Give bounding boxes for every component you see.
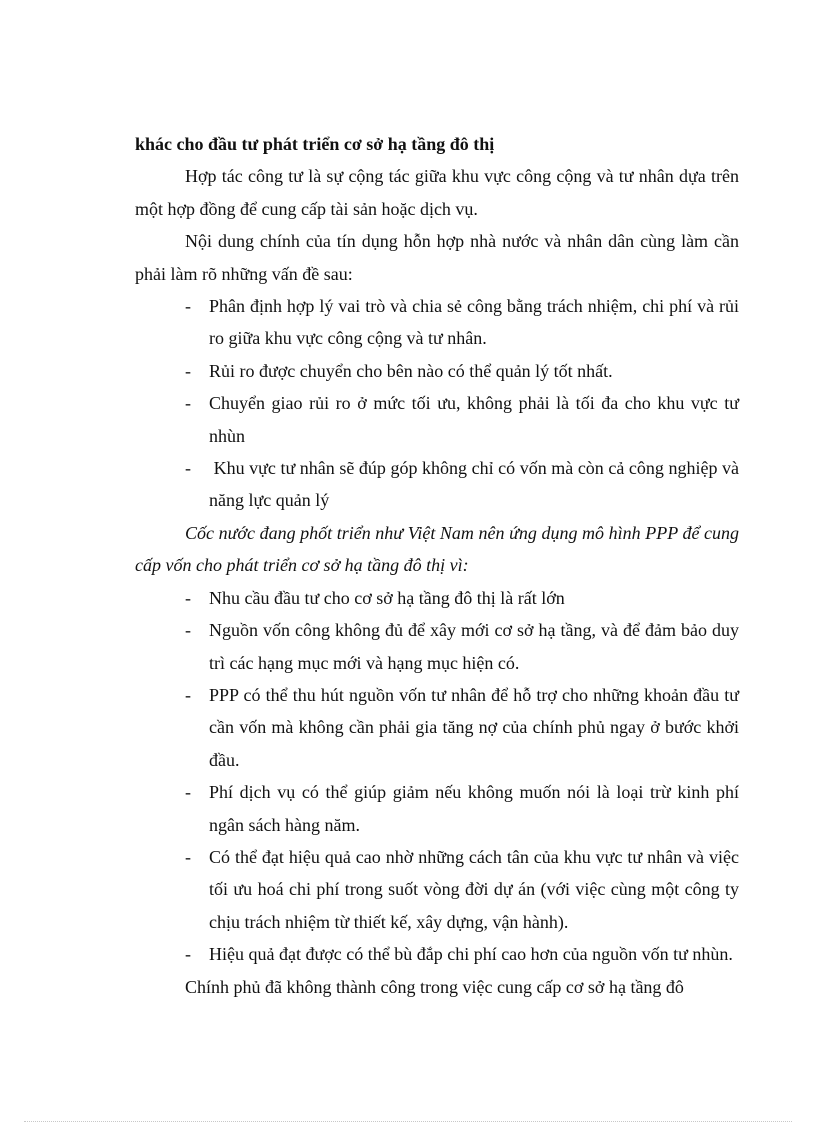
paragraph-government: Chính phủ đã không thành công trong việc cung cấp cơ sở hạ tầng đô (185, 976, 684, 997)
paragraph-reasons-intro: Cốc nước đang phốt triển như Việt Nam nên ứng dụng mô hình PPP để cung cấp vốn cho phát triển cơ sở hạ tầng đô thị vì: (135, 522, 739, 576)
bullet-dash: - (185, 393, 191, 414)
list-item-text: Hiệu quả đạt được có thể bù đắp chi phí cao hơn của nguồn vốn tư nhùn. (209, 944, 733, 965)
bullet-dash: - (185, 846, 191, 867)
paragraph-ppp-definition: Hợp tác công tư là sự cộng tác giữa khu vực công cộng và tư nhân dựa trên một hợp đồng để cung cấp tài sản hoặc dịch vụ. (135, 166, 739, 219)
paragraph-main-content: Nội dung chính của tín dụng hỗn hợp nhà nước và nhân dân cùng làm cần phải làm rõ những vấn đề sau: (135, 231, 739, 284)
list-item-text: Phí dịch vụ có thể giúp giảm nếu không muốn nói là loại trừ kinh phí ngân sách hàng năm. (209, 782, 739, 835)
list-item-text: Nguồn vốn công không đủ để xây mới cơ sở hạ tầng, và để đảm bảo duy trì các hạng mục mới và hạng mục hiện có. (209, 620, 739, 673)
list-item (135, 355, 739, 387)
page-bottom-rule (24, 1121, 792, 1122)
list-item-text: Có thể đạt hiệu quả cao nhờ những cách tân của khu vực tư nhân và việc tối ưu hoá chi phí trong suốt vòng đời dự án (với việc cùng một công ty chịu trách nhiệm từ thiết kế, xây dựng, vận hành). (209, 846, 739, 932)
list-item-text: Khu vực tư nhân sẽ đúp góp không chỉ có vốn mà còn cả công nghiệp và năng lực quản lý (209, 458, 744, 511)
list-item (135, 776, 739, 841)
list-item-text: Chuyển giao rủi ro ở mức tối ưu, không phải là tối đa cho khu vực tư nhùn (209, 393, 739, 446)
list-item-text: Phân định hợp lý vai trò và chia sẻ công bằng trách nhiệm, chi phí và rủi ro giữa khu vực công cộng và tư nhân. (209, 296, 739, 349)
issues-list (135, 290, 744, 517)
list-item-text: PPP có thể thu hút nguồn vốn tư nhân để hỗ trợ cho những khoản đầu tư cần vốn mà không cần phải gia tăng nợ của chính phủ ngay ở bước khởi đầu. (209, 684, 739, 770)
list-item (135, 938, 739, 970)
reasons-list (135, 582, 739, 971)
list-item (135, 679, 739, 776)
bullet-dash: - (185, 944, 191, 965)
document-body (135, 128, 744, 1003)
list-item (135, 841, 739, 938)
list-item (135, 582, 739, 614)
list-item-text: Nhu cầu đầu tư cho cơ sở hạ tầng đô thị là rất lớn (209, 587, 565, 608)
bullet-dash: - (185, 587, 191, 608)
bullet-dash: - (185, 360, 191, 381)
bullet-dash: - (185, 782, 191, 803)
bullet-dash: - (185, 684, 191, 705)
list-item (135, 614, 739, 679)
list-item (135, 290, 739, 355)
bullet-dash: - (185, 296, 191, 317)
bullet-dash: - (185, 458, 191, 479)
list-item-text: Rủi ro được chuyển cho bên nào có thể quản lý tốt nhất. (209, 360, 613, 381)
list-item (135, 452, 744, 517)
list-item (135, 387, 739, 452)
section-heading: khác cho đầu tư phát triển cơ sở hạ tầng đô thị (135, 134, 495, 154)
bullet-dash: - (185, 620, 191, 641)
